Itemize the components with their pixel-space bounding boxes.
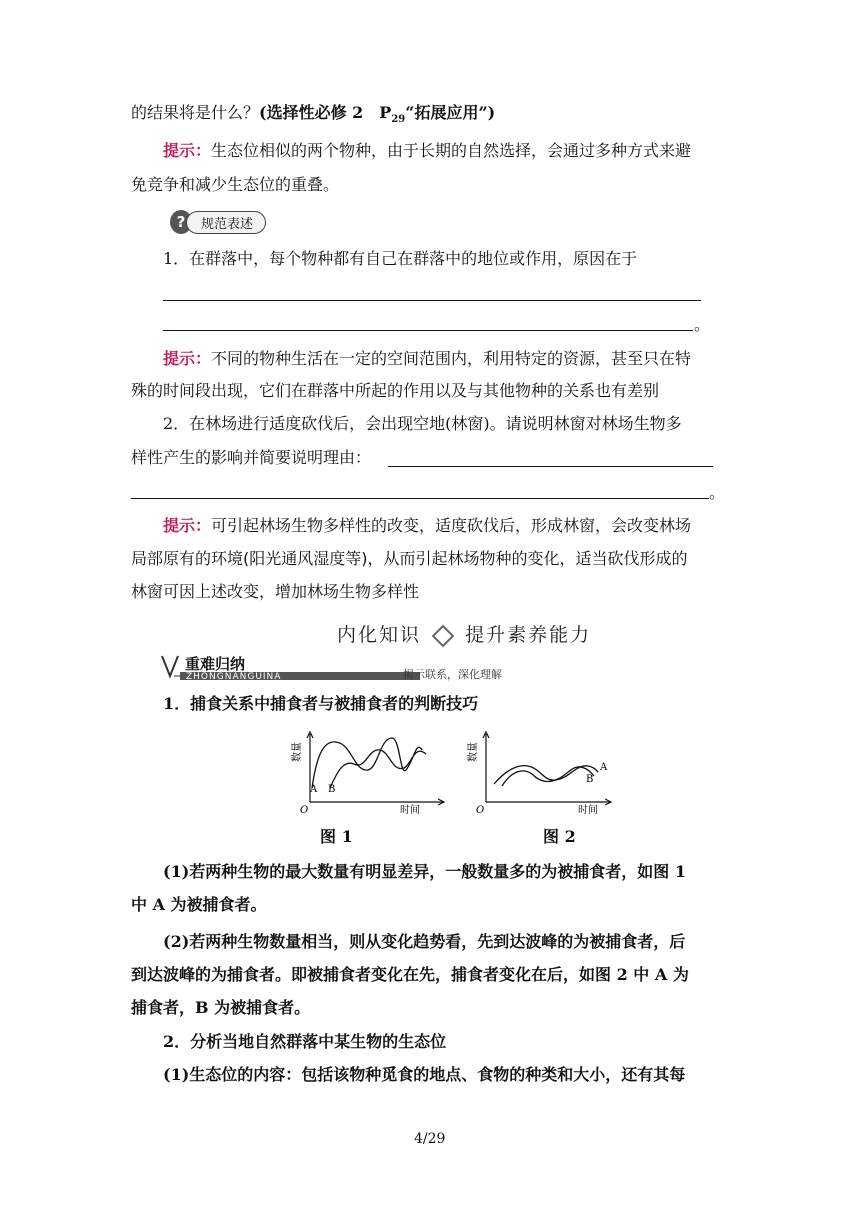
label-a: A bbox=[310, 784, 318, 795]
paragraph-2-cont bbox=[131, 964, 689, 986]
paragraph-2-cont2 bbox=[131, 997, 310, 1019]
banner-left: 内化知识 bbox=[337, 624, 422, 646]
hint-2-cont bbox=[131, 380, 659, 402]
paragraph-text: 到达波峰的为捕食者。即被捕食者变化在先，捕食者变化在后，如图 2 中 A 为 bbox=[131, 965, 689, 984]
paragraph-text: (1)若两种生物的最大数量有明显差异，一般数量多的为被捕食者，如图 1 bbox=[163, 862, 686, 881]
hint-3-cont: 局部原有的环境(阳光通风湿度等)，从而引起林场物种的变化，适当砍伐形成的 bbox=[131, 549, 688, 568]
figure-2-caption: 图 2 bbox=[543, 827, 576, 846]
item-1-title: 1．捕食关系中捕食者与被捕食者的判断技巧 bbox=[163, 694, 479, 713]
label-b: B bbox=[586, 774, 594, 785]
hint-1 bbox=[163, 140, 691, 162]
paragraph-text: (1)生态位的内容：包括该物种觅食的地点、食物的种类和大小，还有其每 bbox=[163, 1065, 686, 1084]
diamond-icon bbox=[432, 624, 455, 647]
figure-2 bbox=[466, 730, 616, 815]
hint-label: 提示： bbox=[163, 349, 212, 368]
answer-line bbox=[163, 330, 693, 331]
hint-2 bbox=[163, 348, 691, 370]
x-label: 时间 bbox=[400, 805, 420, 815]
paragraph-2 bbox=[163, 931, 685, 953]
hint-1-cont bbox=[131, 174, 339, 196]
question-1: 1．在群落中，每个物种都有自己在群落中的地位或作用，原因在于 bbox=[163, 249, 638, 268]
paragraph-text: 中 A 为被捕食者。 bbox=[131, 895, 267, 914]
answer-line bbox=[131, 498, 709, 499]
curve-a bbox=[312, 738, 422, 788]
y-label: 数量 bbox=[292, 742, 303, 762]
section-title: 重难归纳 bbox=[185, 655, 246, 673]
hint-3-cont2: 林窗可因上述改变，增加林场生物多样性 bbox=[131, 582, 420, 601]
question-tail-text: 的结果将是什么？ bbox=[131, 103, 260, 122]
source-page: 29 bbox=[391, 114, 406, 126]
question-mark-icon: ? bbox=[170, 210, 192, 234]
source-section: “拓展应用”) bbox=[405, 103, 496, 122]
paragraph-1-cont bbox=[131, 894, 267, 916]
curve-b bbox=[502, 767, 594, 786]
section-pinyin: ZHONGNANGUINA bbox=[186, 672, 282, 682]
paragraph-text: 捕食者，B 为被捕食者。 bbox=[131, 998, 311, 1017]
hint-3 bbox=[163, 515, 691, 537]
paragraph-text: (2)若两种生物数量相当，则从变化趋势看，先到达波峰的为被捕食者，后 bbox=[163, 932, 686, 951]
banner-right: 提升素养能力 bbox=[465, 624, 592, 646]
hint-text: 殊的时间段出现，它们在群落中所起的作用以及与其他物种的关系也有差别 bbox=[131, 381, 660, 400]
figure-1 bbox=[282, 730, 452, 815]
section-banner bbox=[337, 620, 591, 647]
question-2: 2．在林场进行适度砍伐后，会出现空地(林窗)。请说明林窗对林场生物多 bbox=[163, 414, 682, 433]
origin-label: O bbox=[300, 805, 309, 815]
hint-label: 提示： bbox=[163, 141, 212, 160]
question-2-cont: 样性产生的影响并简要说明理由： bbox=[131, 448, 372, 467]
label-b: B bbox=[328, 784, 336, 795]
period: 。 bbox=[709, 483, 726, 502]
question-tail bbox=[131, 102, 495, 131]
section-note: 揭示联系，深化理解 bbox=[403, 668, 502, 681]
badge-label: 规范表述 bbox=[186, 211, 266, 234]
source-ref: (选择性必修 2 P bbox=[259, 103, 392, 122]
hint-text: 免竞争和减少生态位的重叠。 bbox=[131, 175, 340, 194]
paragraph-1 bbox=[163, 861, 686, 883]
figure-1-caption: 图 1 bbox=[320, 827, 353, 846]
period: 。 bbox=[694, 315, 711, 334]
paragraph-3 bbox=[163, 1064, 685, 1086]
origin-label: O bbox=[476, 805, 485, 815]
answer-line bbox=[388, 466, 713, 467]
label-a: A bbox=[600, 762, 608, 773]
checkmark-icon bbox=[162, 656, 178, 676]
standard-expression-badge bbox=[170, 210, 266, 234]
answer-line bbox=[163, 300, 701, 301]
item-2-title: 2．分析当地自然群落中某生物的生态位 bbox=[163, 1032, 447, 1051]
hint-text: 生态位相似的两个物种，由于长期的自然选择，会通过多种方式来避 bbox=[211, 141, 692, 160]
hint-text: 不同的物种生活在一定的空间范围内，利用特定的资源，甚至只在特 bbox=[211, 349, 692, 368]
x-label: 时间 bbox=[578, 805, 598, 815]
hint-label: 提示： bbox=[163, 516, 212, 535]
page-number: 4/29 bbox=[414, 1131, 446, 1147]
hint-text: 可引起林场生物多样性的改变，适度砍伐后，形成林窗，会改变林场 bbox=[211, 516, 692, 535]
y-label: 数量 bbox=[468, 742, 479, 762]
